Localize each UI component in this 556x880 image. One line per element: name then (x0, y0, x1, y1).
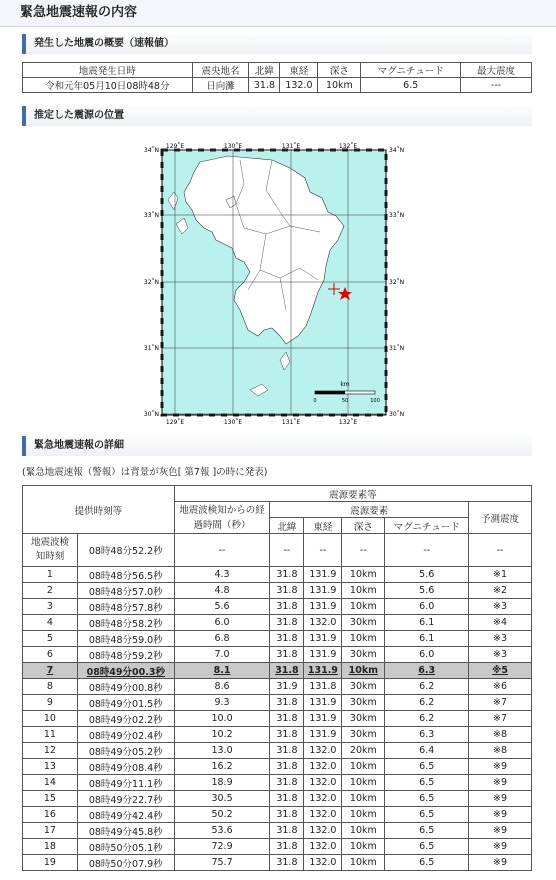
magnitude: 6.0 (385, 599, 469, 615)
detect-cell: -- (385, 534, 469, 567)
detect-row (23, 534, 532, 567)
summary-cell: 日向灘 (192, 78, 249, 93)
report-number: 19 (23, 855, 78, 871)
detect-label: 地震波検知時刻 (23, 534, 78, 567)
provide-time: 08時49分00.3秒 (77, 663, 174, 679)
elapsed-seconds: 6.8 (174, 631, 270, 647)
latitude: 31.8 (270, 855, 304, 871)
map-heading: 推定した震源の位置 (22, 106, 532, 126)
lat-label-left: 31˚N (143, 345, 159, 352)
latitude: 31.8 (270, 663, 304, 679)
detect-time: 08時48分52.2秒 (77, 534, 174, 567)
latitude: 31.8 (270, 711, 304, 727)
detail-row (23, 695, 532, 711)
page-title: 緊急地震速報の内容 (0, 0, 556, 27)
summary-header-row (23, 63, 532, 78)
magnitude: 6.5 (385, 807, 469, 823)
longitude: 132.0 (304, 791, 342, 807)
elapsed-seconds: 4.3 (174, 567, 270, 583)
summary-cell: 6.5 (361, 78, 461, 93)
summary-cell: 132.0 (280, 78, 318, 93)
detail-row (23, 599, 532, 615)
lat-label-right: 34˚N (389, 147, 405, 154)
scale-tick: 100 (370, 398, 380, 404)
longitude: 132.0 (304, 615, 342, 631)
latitude: 31.8 (270, 791, 304, 807)
provide-time: 08時48分57.0秒 (77, 583, 174, 599)
latitude: 31.8 (270, 839, 304, 855)
provide-time: 08時49分01.5秒 (77, 695, 174, 711)
report-number: 8 (23, 679, 78, 695)
depth: 20km (342, 743, 385, 759)
detail-row (23, 711, 532, 727)
report-number: 2 (23, 583, 78, 599)
elapsed-seconds: 8.1 (174, 663, 270, 679)
latitude: 31.8 (270, 775, 304, 791)
depth: 10km (342, 807, 385, 823)
predicted-intensity: ※3 (469, 631, 532, 647)
magnitude: 6.0 (385, 647, 469, 663)
summary-header-cell: 震央地名 (192, 63, 249, 78)
report-number: 7 (23, 663, 78, 679)
detail-row (23, 631, 532, 647)
intensity-header: 予測震度 (469, 502, 532, 534)
detail-heading: 緊急地震速報の詳細 (22, 436, 532, 456)
lon-label-top: 129˚E (165, 143, 185, 150)
provide-time: 08時49分00.8秒 (77, 679, 174, 695)
latitude: 31.8 (270, 631, 304, 647)
detect-cell: -- (342, 534, 385, 567)
magnitude: 6.5 (385, 839, 469, 855)
provide-time: 08時49分11.1秒 (77, 775, 174, 791)
depth: 30km (342, 647, 385, 663)
mag-header: マグニチュード (385, 518, 469, 534)
lat-label-left: 32˚N (143, 279, 159, 286)
report-number: 5 (23, 631, 78, 647)
lon-label-top: 130˚E (223, 143, 243, 150)
magnitude: 6.5 (385, 855, 469, 871)
scale-tick: 50 (341, 398, 349, 404)
summary-header-cell: 最大震度 (461, 63, 532, 78)
summary-heading: 発生した地震の概要（速報値） (22, 34, 532, 54)
longitude: 131.9 (304, 583, 342, 599)
report-number: 17 (23, 823, 78, 839)
predicted-intensity: ※7 (469, 695, 532, 711)
latitude: 31.8 (270, 615, 304, 631)
detail-row (23, 839, 532, 855)
detect-cell: -- (270, 534, 304, 567)
depth: 30km (342, 695, 385, 711)
latitude: 31.8 (270, 759, 304, 775)
magnitude: 5.6 (385, 583, 469, 599)
magnitude: 6.4 (385, 743, 469, 759)
lat-label-left: 33˚N (143, 212, 159, 219)
longitude: 132.0 (304, 743, 342, 759)
elapsed-seconds: 50.2 (174, 807, 270, 823)
magnitude: 5.6 (385, 567, 469, 583)
predicted-intensity: ※9 (469, 775, 532, 791)
lon-label-bottom: 132˚E (338, 419, 358, 426)
predicted-intensity: ※9 (469, 839, 532, 855)
detail-row (23, 727, 532, 743)
magnitude: 6.3 (385, 663, 469, 679)
latitude: 31.8 (270, 743, 304, 759)
summary-header-cell: 地震発生日時 (23, 63, 193, 78)
predicted-intensity: ※6 (469, 679, 532, 695)
detail-row (23, 615, 532, 631)
predicted-intensity: ※7 (469, 711, 532, 727)
predicted-intensity: ※9 (469, 823, 532, 839)
predicted-intensity: ※9 (469, 807, 532, 823)
latitude: 31.8 (270, 807, 304, 823)
summary-table (22, 62, 532, 93)
depth: 30km (342, 711, 385, 727)
detail-row (23, 567, 532, 583)
latitude: 31.9 (270, 679, 304, 695)
predicted-intensity: ※9 (469, 791, 532, 807)
lat-label-left: 34˚N (143, 147, 159, 154)
longitude: 132.0 (304, 839, 342, 855)
summary-cell: --- (461, 78, 532, 93)
elapsed-seconds: 10.0 (174, 711, 270, 727)
longitude: 131.9 (304, 631, 342, 647)
summary-header-cell: マグニチュード (361, 63, 461, 78)
elapsed-seconds: 6.0 (174, 615, 270, 631)
predicted-intensity: ※9 (469, 855, 532, 871)
latitude: 31.8 (270, 695, 304, 711)
depth-header: 深さ (342, 518, 385, 534)
magnitude: 6.1 (385, 631, 469, 647)
provide-time: 08時48分57.8秒 (77, 599, 174, 615)
elapsed-header: 地震波検知からの経過時間（秒） (174, 502, 270, 534)
summary-cell: 31.8 (249, 78, 280, 93)
magnitude: 6.2 (385, 711, 469, 727)
detail-row (23, 855, 532, 871)
depth: 10km (342, 583, 385, 599)
depth: 30km (342, 615, 385, 631)
provide-time: 08時50分05.1秒 (77, 839, 174, 855)
provide-time: 08時49分45.8秒 (77, 823, 174, 839)
provide-time: 08時49分08.4秒 (77, 759, 174, 775)
scale-unit: km (340, 381, 350, 388)
provide-time: 08時49分02.4秒 (77, 727, 174, 743)
summary-header-cell: 北緯 (249, 63, 280, 78)
magnitude: 6.5 (385, 775, 469, 791)
longitude: 131.9 (304, 711, 342, 727)
depth: 10km (342, 663, 385, 679)
detail-row (23, 743, 532, 759)
report-number: 4 (23, 615, 78, 631)
longitude: 131.9 (304, 695, 342, 711)
predicted-intensity: ※4 (469, 615, 532, 631)
lat-label-right: 32˚N (389, 279, 405, 286)
magnitude: 6.3 (385, 727, 469, 743)
provide-time: 08時48分59.0秒 (77, 631, 174, 647)
report-number: 15 (23, 791, 78, 807)
depth: 10km (342, 839, 385, 855)
provide-time: 08時50分07.9秒 (77, 855, 174, 871)
detail-row (23, 791, 532, 807)
provide-time: 08時49分02.2秒 (77, 711, 174, 727)
epicenter-map (140, 140, 408, 430)
detail-row (23, 647, 532, 663)
predicted-intensity: ※8 (469, 727, 532, 743)
scale-tick: 0 (313, 398, 317, 404)
latitude: 31.8 (270, 727, 304, 743)
elapsed-seconds: 16.2 (174, 759, 270, 775)
summary-header-cell: 東経 (280, 63, 318, 78)
report-number: 18 (23, 839, 78, 855)
report-number: 10 (23, 711, 78, 727)
report-number: 14 (23, 775, 78, 791)
detect-cell: -- (174, 534, 270, 567)
latitude: 31.8 (270, 567, 304, 583)
depth: 10km (342, 823, 385, 839)
provide-time: 08時49分22.7秒 (77, 791, 174, 807)
detail-row (23, 823, 532, 839)
elements-header: 震源要素 (270, 502, 469, 518)
longitude: 131.9 (304, 647, 342, 663)
lon-label-bottom: 131˚E (281, 419, 301, 426)
predicted-intensity: ※2 (469, 583, 532, 599)
depth: 10km (342, 791, 385, 807)
elapsed-seconds: 18.9 (174, 775, 270, 791)
lon-header: 東経 (304, 518, 342, 534)
detect-cell: -- (304, 534, 342, 567)
lon-label-top: 131˚E (281, 143, 301, 150)
elapsed-seconds: 10.2 (174, 727, 270, 743)
lat-label-left: 30˚N (143, 411, 159, 418)
summary-data-row (23, 78, 532, 93)
summary-header-cell: 深さ (318, 63, 361, 78)
latitude: 31.8 (270, 583, 304, 599)
source-header: 震源要素等 (174, 486, 531, 502)
elapsed-seconds: 13.0 (174, 743, 270, 759)
magnitude: 6.5 (385, 759, 469, 775)
detail-row (23, 663, 532, 679)
predicted-intensity: ※3 (469, 647, 532, 663)
report-number: 13 (23, 759, 78, 775)
longitude: 132.0 (304, 807, 342, 823)
summary-cell: 令和元年05月10日08時48分 (23, 78, 193, 93)
predicted-intensity: ※8 (469, 743, 532, 759)
report-number: 11 (23, 727, 78, 743)
magnitude: 6.5 (385, 791, 469, 807)
lat-label-right: 30˚N (389, 411, 405, 418)
latitude: 31.8 (270, 599, 304, 615)
longitude: 132.0 (304, 855, 342, 871)
elapsed-seconds: 30.5 (174, 791, 270, 807)
detail-row (23, 775, 532, 791)
provide-time: 08時49分05.2秒 (77, 743, 174, 759)
depth: 30km (342, 727, 385, 743)
elapsed-seconds: 8.6 (174, 679, 270, 695)
detect-cell: -- (469, 534, 532, 567)
predicted-intensity: ※9 (469, 759, 532, 775)
lat-label-right: 33˚N (389, 212, 405, 219)
provide-time: 08時48分59.2秒 (77, 647, 174, 663)
detail-row (23, 583, 532, 599)
longitude: 132.0 (304, 823, 342, 839)
longitude: 131.9 (304, 567, 342, 583)
predicted-intensity: ※5 (469, 663, 532, 679)
lon-label-bottom: 129˚E (165, 419, 185, 426)
magnitude: 6.1 (385, 615, 469, 631)
detail-header-row (23, 486, 532, 502)
provide-time: 08時48分56.5秒 (77, 567, 174, 583)
elapsed-seconds: 5.6 (174, 599, 270, 615)
detail-rows (23, 567, 532, 871)
magnitude: 6.5 (385, 823, 469, 839)
lon-label-bottom: 130˚E (223, 419, 243, 426)
latitude: 31.8 (270, 823, 304, 839)
latitude: 31.8 (270, 647, 304, 663)
elapsed-seconds: 9.3 (174, 695, 270, 711)
depth: 10km (342, 599, 385, 615)
report-number: 12 (23, 743, 78, 759)
elapsed-seconds: 53.6 (174, 823, 270, 839)
detail-row (23, 759, 532, 775)
elapsed-seconds: 4.8 (174, 583, 270, 599)
lat-header: 北緯 (270, 518, 304, 534)
detail-table (22, 485, 532, 871)
detail-row (23, 679, 532, 695)
report-number: 9 (23, 695, 78, 711)
lon-label-top: 132˚E (338, 143, 358, 150)
longitude: 132.0 (304, 759, 342, 775)
depth: 10km (342, 631, 385, 647)
magnitude: 6.2 (385, 679, 469, 695)
provide-time-header: 提供時刻等 (23, 486, 175, 534)
depth: 10km (342, 759, 385, 775)
report-number: 1 (23, 567, 78, 583)
report-number: 6 (23, 647, 78, 663)
predicted-intensity: ※3 (469, 599, 532, 615)
detail-row (23, 807, 532, 823)
elapsed-seconds: 7.0 (174, 647, 270, 663)
elapsed-seconds: 72.9 (174, 839, 270, 855)
provide-time: 08時49分42.4秒 (77, 807, 174, 823)
report-number: 16 (23, 807, 78, 823)
lat-label-right: 31˚N (389, 345, 405, 352)
report-number: 3 (23, 599, 78, 615)
depth: 10km (342, 775, 385, 791)
warning-note: (緊急地震速報（警報）は背景が灰色[ 第7報 ]の時に発表) (22, 467, 268, 478)
depth: 10km (342, 855, 385, 871)
magnitude: 6.2 (385, 695, 469, 711)
depth: 30km (342, 679, 385, 695)
longitude: 132.0 (304, 775, 342, 791)
depth: 10km (342, 567, 385, 583)
longitude: 131.9 (304, 599, 342, 615)
summary-cell: 10km (318, 78, 361, 93)
provide-time: 08時48分58.2秒 (77, 615, 174, 631)
predicted-intensity: ※1 (469, 567, 532, 583)
longitude: 131.9 (304, 663, 342, 679)
elapsed-seconds: 75.7 (174, 855, 270, 871)
longitude: 131.8 (304, 679, 342, 695)
longitude: 131.9 (304, 727, 342, 743)
